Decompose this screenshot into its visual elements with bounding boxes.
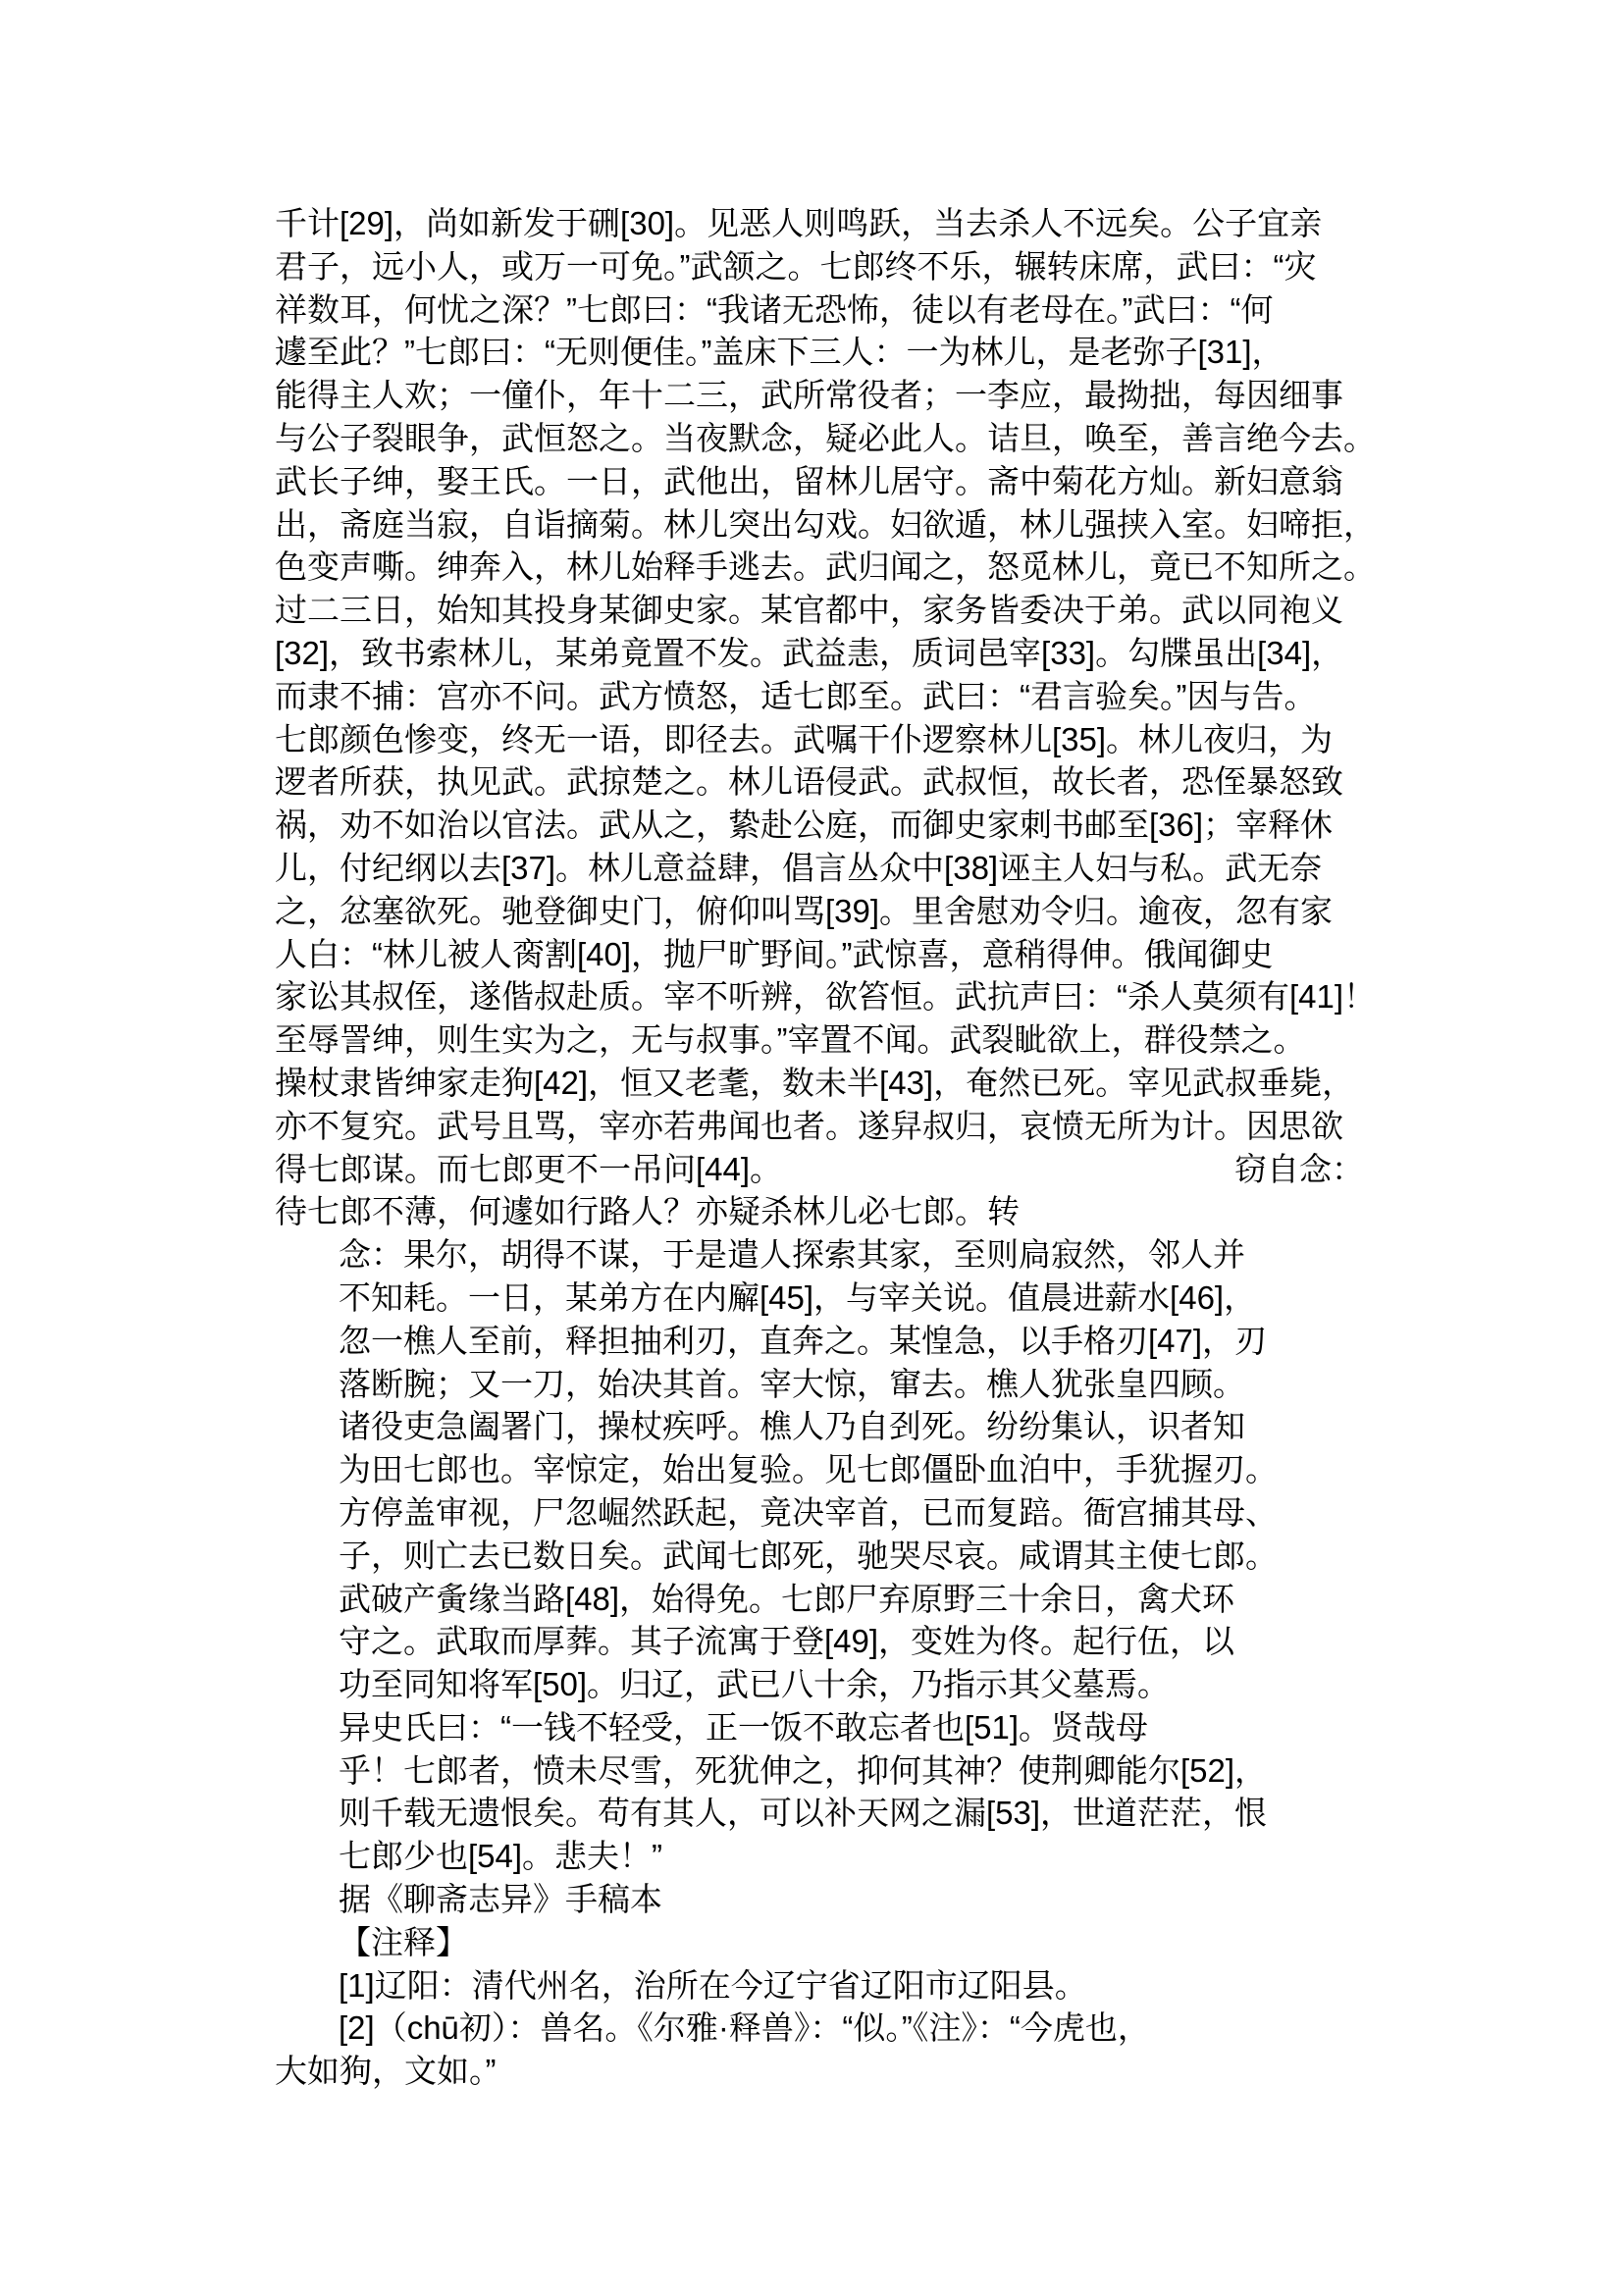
text-line: 至辱詈绅，则生实为之，无与叔事。”宰置不闻。武裂眦欲上，群役禁之。 — [275, 1021, 1306, 1059]
text-line: 子，则亡去已数日矣。武闻七郎死，驰哭尽哀。咸谓其主使七郎。 — [339, 1537, 1278, 1574]
text-line: 而隶不捕：宫亦不问。武方愤怒，适七郎至。武曰：“君言验矣。”因与告。 — [275, 677, 1317, 714]
text-line: 为田七郎也。宰惊定，始出复验。见七郎僵卧血泊中，手犹握刃。 — [339, 1451, 1278, 1488]
text-line: 遽至此？”七郎曰：“无则便佳。”盖床下三人：一为林儿，是老弥子[31]， — [275, 334, 1284, 371]
text-line: 能得主人欢；一僮仆，年十二三，武所常役者；一李应，最拗拙，每因细事 — [275, 377, 1343, 414]
text-line: 【注释】 — [339, 1923, 468, 1960]
text-line-right: 窃自念： — [1234, 1150, 1364, 1187]
text-line: 忽一樵人至前，释担抽利刃，直奔之。某惶急，以手格刃[47]，刃 — [339, 1322, 1268, 1359]
text-line: 落断腕；又一刀，始决其首。宰大惊，窜去。樵人犹张皇四顾。 — [339, 1365, 1245, 1402]
text-line: 过二三日，始知其投身某御史家。某官都中，家务皆委决于弟。武以同袍义 — [275, 592, 1343, 629]
text-line: 守之。武取而厚葬。其子流寓于登[49]，变姓为佟。起行伍，以 — [339, 1623, 1235, 1660]
text-line: 人白：“林儿被人脔割[40]，抛尸旷野间。”武惊喜，意稍得伸。俄闻御史 — [275, 935, 1274, 972]
text-line: 异史氏曰：“一钱不轻受，正一饭不敢忘者也[51]。贤哉母 — [339, 1708, 1149, 1746]
text-line: 出，斋庭当寂，自诣摘菊。林儿突出勾戏。妇欲遁，林儿强挟入室。妇啼拒， — [275, 505, 1376, 543]
text-line: 七郎颜色惨变，终无一语，即径去。武嘱干仆逻察林儿[35]。林儿夜归，为 — [275, 720, 1334, 757]
text-line: 据《聊斋志异》手稿本 — [339, 1881, 662, 1918]
text-line: 色变声嘶。绅奔入，林儿始释手逃去。武归闻之，怒觅林儿，竟已不知所之。 — [275, 548, 1376, 586]
text-line: 千计[29]，尚如新发于硎[30]。见恶人则鸣跃，当去杀人不远矣。公子宜亲 — [275, 205, 1323, 241]
text-line: [32]，致书索林儿，某弟竟置不发。武益恚，质词邑宰[33]。勾牒虽出[34]， — [275, 634, 1344, 671]
text-line: [1]辽阳：清代州名，治所在今辽宁省辽阳市辽阳县。 — [339, 1966, 1087, 2004]
text-line: 家讼其叔侄，遂偕叔赴质。宰不听辨，欲笞恒。武抗声曰：“杀人莫须有[41]！ — [275, 978, 1377, 1016]
text-line: 七郎少也[54]。悲夫！” — [339, 1838, 663, 1875]
text-line: 乎！七郎者，愤未尽雪，死犹伸之，抑何其神？使荆卿能尔[52]， — [339, 1751, 1268, 1789]
text-line: 祸，劝不如治以官法。武从之，絷赴公庭，而御史家刺书邮至[36]；宰释休 — [275, 807, 1334, 844]
text-line: 儿，付纪纲以去[37]。林儿意益肆，倡言丛众中[38]诬主人妇与私。武无奈 — [275, 849, 1323, 886]
text-line: 大如狗，文如。” — [275, 2053, 497, 2090]
text-line: 逻者所获，执见武。武掠楚之。林儿语侵武。武叔恒，故长者，恐侄暴怒致 — [275, 763, 1343, 801]
text-line: 不知耗。一日，某弟方在内廨[45]，与宰关说。值晨进薪水[46]， — [339, 1278, 1257, 1316]
text-line: [2]（chū初）：兽名。《尔雅·释兽》：“似。”《注》：“今虎也， — [339, 2009, 1150, 2047]
text-line: 功至同知将军[50]。归辽，武已八十余，乃指示其父墓焉。 — [339, 1666, 1171, 1703]
text-line: 方停盖审视，尸忽崛然跃起，竟决宰首，已而复踣。衙宫捕其母、 — [339, 1493, 1278, 1531]
text-line-left: 得七郎谋。而七郎更不一吊问[44]。 — [275, 1150, 783, 1187]
text-block — [275, 202, 1377, 2093]
text-line: 与公子裂眼争，武恒怒之。当夜默念，疑必此人。诘旦，唤至，善言绝今去。 — [275, 419, 1376, 456]
text-line: 诸役吏急阖署门，操杖疾呼。樵人乃自刭死。纷纷集认，识者知 — [339, 1408, 1245, 1445]
text-line: 则千载无遗恨矣。苟有其人，可以补天网之漏[53]，世道茫茫，恨 — [339, 1795, 1268, 1832]
text-line: 亦不复究。武号且骂，宰亦若弗闻也者。遂舁叔归，哀愤无所为计。因思欲 — [275, 1107, 1343, 1144]
text-line: 武长子绅，娶王氏。一日，武他出，留林儿居守。斋中菊花方灿。新妇意翁 — [275, 462, 1343, 499]
text-line: 操杖隶皆绅家走狗[42]，恒又老耄，数未半[43]，奄然已死。宰见武叔垂毙， — [275, 1064, 1355, 1101]
text-line: 之，忿塞欲死。驰登御史门，俯仰叫骂[39]。里舍慰劝令归。逾夜，忽有家 — [275, 892, 1334, 929]
text-line — [275, 1148, 1364, 1191]
text-line: 待七郎不薄，何遽如行路人？亦疑杀林儿必七郎。转 — [275, 1193, 1020, 1230]
text-line: 武破产夤缘当路[48]，始得免。七郎尸弃原野三十余日，禽犬环 — [339, 1580, 1235, 1617]
text-line: 祥数耳，何忧之深？”七郎曰：“我诸无恐怖，徒以有老母在。”武曰：“何 — [275, 290, 1274, 328]
text-line: 念：果尔，胡得不谋，于是遣人探索其家，至则扃寂然，邻人并 — [339, 1236, 1245, 1274]
text-line: 君子，远小人，或万一可免。”武颔之。七郎终不乐，辗转床席，武曰：“灾 — [275, 247, 1317, 285]
